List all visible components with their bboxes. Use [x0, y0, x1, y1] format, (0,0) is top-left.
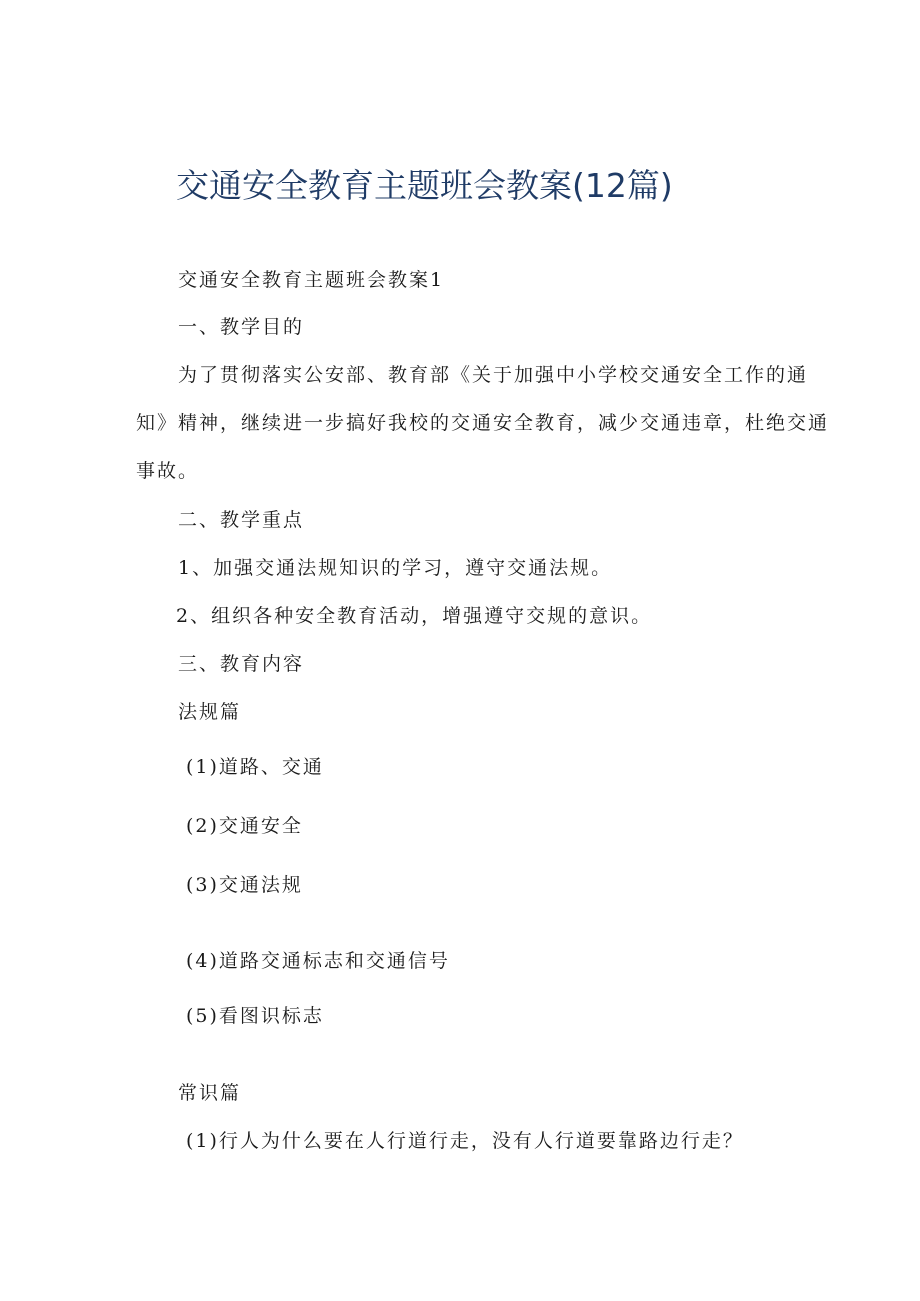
law-list-item: (1)道路、交通: [186, 756, 324, 778]
document-title: 交通安全教育主题班会教案(12篇): [176, 166, 673, 205]
law-list-item: (2)交通安全: [186, 815, 303, 837]
common-list-item: (1)行人为什么要在人行道行走，没有人行道要靠路边行走？: [186, 1130, 744, 1152]
law-list-item: (4)道路交通标志和交通信号: [186, 950, 450, 972]
section-heading-content: 三、教育内容: [178, 653, 305, 675]
paragraph-line: 为了贯彻落实公安部、教育部《关于加强中小学校交通安全工作的通: [178, 364, 809, 386]
paragraph-line: 知》精神，继续进一步搞好我校的交通安全教育，减少交通违章，杜绝交通: [136, 412, 830, 434]
section-heading-key-points: 二、教学重点: [178, 509, 305, 531]
key-point-item: 2、组织各种安全教育活动，增强遵守交规的意识。: [176, 605, 653, 627]
law-list-item: (5)看图识标志: [186, 1005, 324, 1027]
law-list-item: (3)交通法规: [186, 874, 303, 896]
key-point-item: 1、加强交通法规知识的学习，遵守交通法规。: [178, 557, 613, 579]
common-section-heading: 常识篇: [178, 1082, 242, 1104]
section-heading-objectives: 一、教学目的: [178, 316, 305, 338]
law-section-heading: 法规篇: [178, 701, 242, 723]
paragraph-line: 事故。: [136, 460, 200, 482]
lesson-plan-heading: 交通安全教育主题班会教案1: [178, 269, 445, 291]
